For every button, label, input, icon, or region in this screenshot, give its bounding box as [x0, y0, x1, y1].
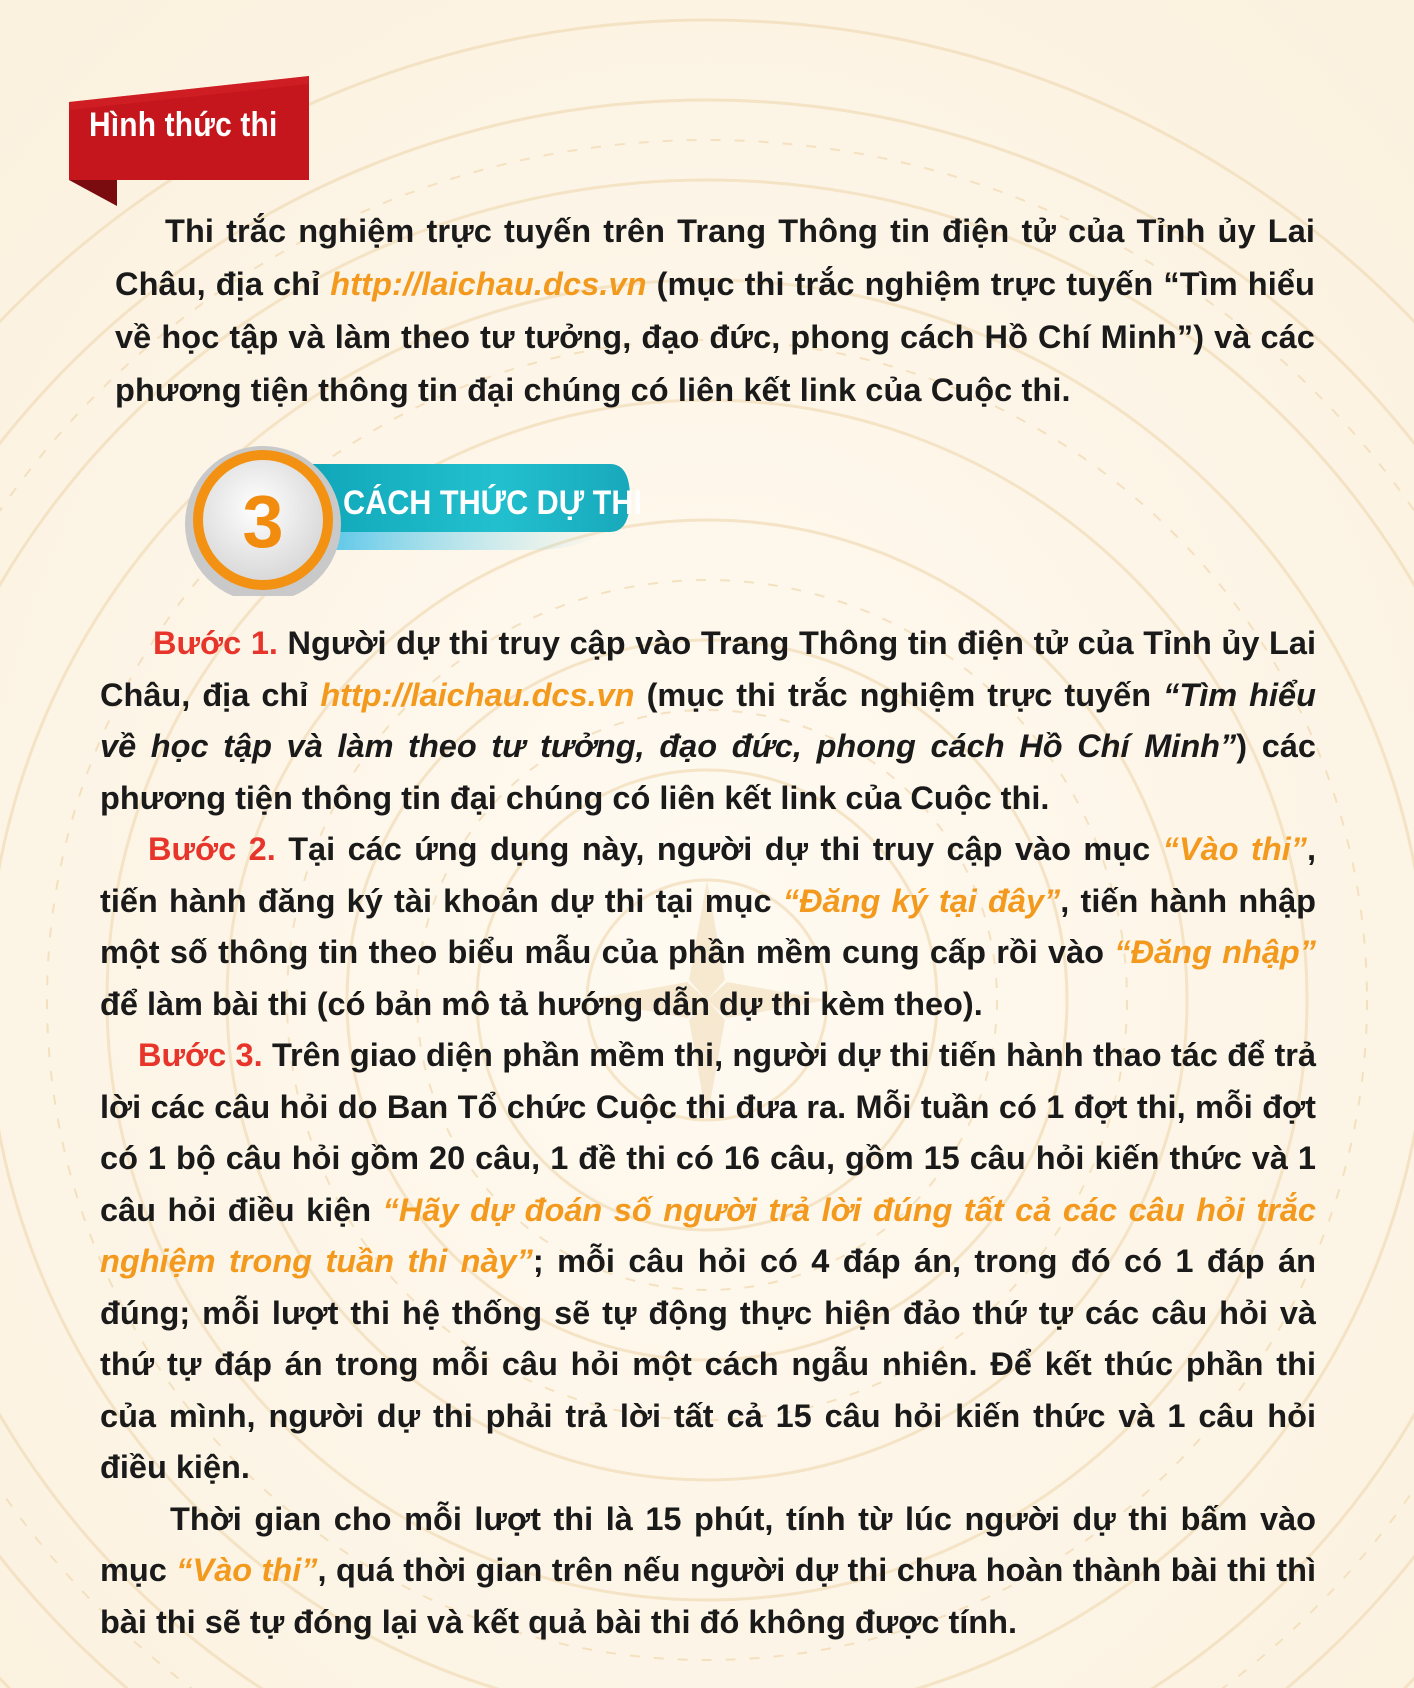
step-1-link[interactable]: http://laichau.dcs.vn: [320, 676, 635, 713]
ribbon-label: Hình thức thi: [89, 106, 278, 144]
timing-text-1: Thời gian cho mỗi lượt thi là 15 phút, tính từ lúc người dự thi bấm vào mục: [100, 1500, 1316, 1588]
step-1-paragraph: [100, 618, 1316, 824]
step-1-quote: “Tìm hiểu về học tập và làm theo tư tưởng, đạo đức, phong cách Hồ Chí Minh”: [100, 676, 1316, 764]
step-3-paragraph: [100, 1030, 1316, 1494]
section-number: 3: [242, 480, 284, 563]
step-2-text-1: Tại các ứng dụng này, người dự thi truy cập vào mục: [275, 831, 1163, 867]
step-1-text-3: ) các phương tiện thông tin đại chúng có liên kết link của Cuộc thi.: [100, 728, 1316, 816]
step-2-quote-dang-ky: “Đăng ký tại đây”: [782, 882, 1061, 919]
step-3-text-1: Trên giao diện phần mềm thi, người dự thi tiến hành thao tác để trả lời các câu hỏi do Ban Tổ chức Cuộc thi đưa ra. Mỗi tuần có 1 đợt thi, mỗi đợt có 1 bộ câu hỏi gồm 20 câu, 1 đề thi có 16 câu, gồm 15 câu hỏi kiến thức và 1 câu hỏi điều kiện: [100, 1037, 1316, 1228]
step-3-label: Bước 3.: [138, 1037, 263, 1073]
intro-text-2: (mục thi trắc nghiệm trực tuyến “Tìm hiểu về học tập và làm theo tư tưởng, đạo đức, phong cách Hồ Chí Minh”) và các phương tiện thông tin đại chúng có liên kết link của Cuộc thi.: [115, 266, 1315, 408]
step-1-text-1: Người dự thi truy cập vào Trang Thông tin điện tử của Tỉnh ủy Lai Châu, địa chỉ: [100, 625, 1316, 713]
step-2-quote-dang-nhap: “Đăng nhập”: [1114, 934, 1316, 970]
section-title: CÁCH THỨC DỰ THI: [343, 484, 642, 522]
steps-body: [100, 618, 1316, 1648]
step-2-text-4: để làm bài thi (có bản mô tả hướng dẫn dự thi kèm theo).: [100, 985, 983, 1022]
step-2-quote-vao-thi: “Vào thi”: [1162, 831, 1307, 867]
intro-text-1: Thi trắc nghiệm trực tuyến trên Trang Thông tin điện tử của Tỉnh ủy Lai Châu, địa chỉ: [115, 213, 1315, 302]
step-3-quote: “Hãy dự đoán số người trả lời đúng tất cả các câu hỏi trắc nghiệm trong tuần thi này”: [100, 1191, 1316, 1279]
intro-link[interactable]: http://laichau.dcs.vn: [330, 266, 647, 302]
step-1-text-2: (mục thi trắc nghiệm trực tuyến: [634, 676, 1164, 713]
section-ribbon: [69, 76, 309, 206]
step-1-label: Bước 1.: [153, 625, 278, 661]
step-2-text-2: , tiến hành đăng ký tài khoản dự thi tại mục: [100, 831, 1317, 919]
intro-paragraph: [115, 205, 1315, 417]
step-3-text-2: ; mỗi câu hỏi có 4 đáp án, trong đó có 1 đáp án đúng; mỗi lượt thi hệ thống sẽ tự động thực hiện đảo thứ tự các câu hỏi và thứ tự đáp án trong mỗi câu hỏi một cách ngẫu nhiên. Để kết thúc phần thi của mình, người dự thi phải trả lời tất cả 15 câu hỏi kiến thức và 1 câu hỏi điều kiện.: [100, 1243, 1316, 1485]
timing-text-2: , quá thời gian trên nếu người dự thi chưa hoàn thành bài thi thì bài thi sẽ tự đóng lại và kết quả bài thi đó không được tính.: [100, 1552, 1316, 1640]
timing-quote: “Vào thi”: [176, 1552, 318, 1588]
step-2-paragraph: [100, 824, 1316, 1030]
timing-paragraph: [100, 1494, 1316, 1649]
step-2-text-3: , tiến hành nhập một số thông tin theo biểu mẫu của phần mềm cung cấp rồi vào: [100, 882, 1316, 970]
section-header: [175, 446, 680, 596]
step-2-label: Bước 2.: [148, 831, 276, 867]
